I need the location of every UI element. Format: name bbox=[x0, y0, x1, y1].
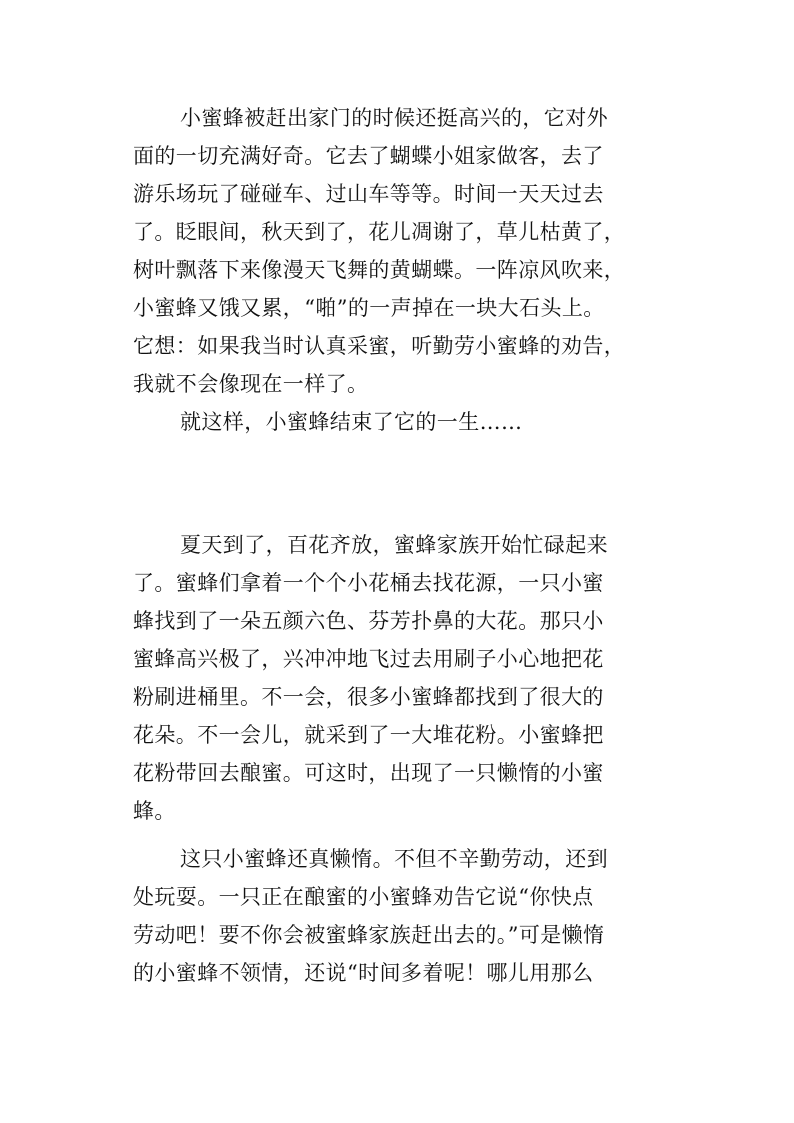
paragraph-line: 小蜜蜂被赶出家门的时候还挺高兴的，它对外 bbox=[180, 106, 608, 130]
paragraph-line: 蜂。 bbox=[133, 799, 176, 823]
paragraph-line: 花粉带回去酿蜜。可这时，出现了一只懒惰的小蜜 bbox=[133, 761, 604, 785]
paragraph-line: 了。眨眼间，秋天到了，花儿凋谢了，草儿枯黄了， bbox=[133, 220, 626, 244]
paragraph-line: 它想：如果我当时认真采蜜，听勤劳小蜜蜂的劝告， bbox=[133, 334, 626, 358]
paragraph-line: 蜂找到了一朵五颜六色、芬芳扑鼻的大花。那只小 bbox=[133, 609, 604, 633]
paragraph-line: 粉刷进桶里。不一会，很多小蜜蜂都找到了很大的 bbox=[133, 685, 604, 709]
paragraph-line: 这只小蜜蜂还真懒惰。不但不辛勤劳动，还到 bbox=[180, 847, 608, 871]
paragraph-line: 的小蜜蜂不领情，还说“时间多着呢！哪儿用那么 bbox=[133, 961, 594, 985]
paragraph-line: 小蜜蜂又饿又累，“啪”的一声掉在一块大石头上。 bbox=[133, 296, 605, 320]
paragraph-line: 我就不会像现在一样了。 bbox=[133, 372, 369, 396]
paragraph-line: 夏天到了，百花齐放，蜜蜂家族开始忙碌起来 bbox=[180, 533, 608, 557]
paragraph-line: 蜜蜂高兴极了，兴冲冲地飞过去用刷子小心地把花 bbox=[133, 647, 604, 671]
paragraph-line: 游乐场玩了碰碰车、过山车等等。时间一天天过去 bbox=[133, 182, 604, 206]
paragraph-line: 就这样，小蜜蜂结束了它的一生…… bbox=[180, 410, 523, 434]
paragraph-line: 劳动吧！要不你会被蜜蜂家族赶出去的。”可是懒惰 bbox=[133, 923, 605, 947]
paragraph-line: 树叶飘落下来像漫天飞舞的黄蝴蝶。一阵凉风吹来， bbox=[133, 258, 626, 282]
paragraph-line: 面的一切充满好奇。它去了蝴蝶小姐家做客，去了 bbox=[133, 144, 604, 168]
paragraph-line: 花朵。不一会儿，就采到了一大堆花粉。小蜜蜂把 bbox=[133, 723, 604, 747]
paragraph-line: 了。蜜蜂们拿着一个个小花桶去找花源，一只小蜜 bbox=[133, 571, 604, 595]
paragraph-line: 处玩耍。一只正在酿蜜的小蜜蜂劝告它说“你快点 bbox=[133, 885, 594, 909]
